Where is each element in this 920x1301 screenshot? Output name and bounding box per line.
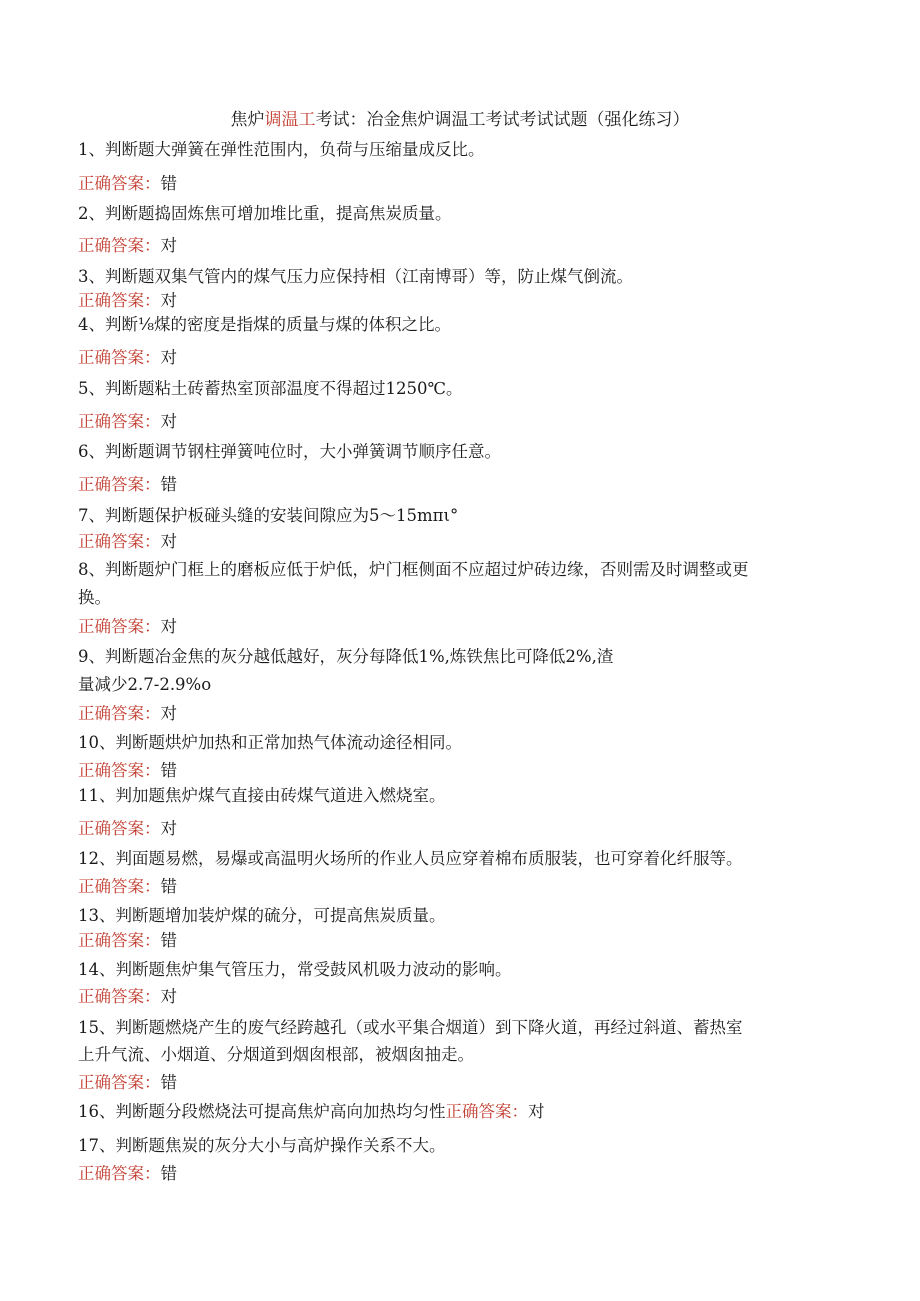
answer-4 <box>78 346 838 370</box>
answer-value: 对 <box>160 291 177 310</box>
question-8: 8、判断题炉门框上的磨板应低于炉低，炉门框侧面不应超过炉砖边缘，否则需及时调整或更 <box>78 560 749 579</box>
question-1: 1、判断题大弹簧在弹性范围内，负荷与压缩量成反比。 <box>78 140 485 159</box>
question-15: 15、判断题燃烧产生的废气经跨越孔（或水平集合烟道）到下降火道，再经过斜道、蓄热室 <box>78 1018 743 1037</box>
answer-label: 正确答案： <box>78 236 161 255</box>
question-9-cont: 量减少2.7-2.9%o <box>78 675 212 694</box>
answer-value: 错 <box>160 931 177 950</box>
question-2: 2、判断题捣固炼焦可增加堆比重，提高焦炭质量。 <box>78 204 452 223</box>
title-suffix: 考试：冶金焦炉调温工考试考试试题（强化练习） <box>315 110 690 130</box>
answer-value: 错 <box>160 877 177 896</box>
answer-3 <box>78 289 838 313</box>
answer-9 <box>78 702 838 726</box>
document-title <box>0 108 920 132</box>
question-12: 12、判面题易燃，易爆或高温明火场所的作业人员应穿着棉布质服装，也可穿着化纤服等。 <box>78 849 743 868</box>
answer-value: 错 <box>160 1164 177 1183</box>
question-15-cont: 上升气流、小烟道、分烟道到烟囱根部，被烟囱抽走。 <box>78 1045 474 1064</box>
question-16 <box>78 1100 838 1124</box>
answer-15 <box>78 1071 838 1095</box>
answer-14 <box>78 985 838 1009</box>
answer-value: 对 <box>160 532 177 551</box>
answer-value: 对 <box>160 987 177 1006</box>
answer-label: 正确答案： <box>445 1102 528 1121</box>
answer-value: 对 <box>528 1102 545 1121</box>
answer-13 <box>78 929 838 953</box>
answer-12 <box>78 875 838 899</box>
answer-8 <box>78 615 838 639</box>
answer-label: 正确答案： <box>78 931 161 950</box>
answer-5 <box>78 410 838 434</box>
answer-10 <box>78 759 838 783</box>
answer-value: 对 <box>160 348 177 367</box>
answer-17 <box>78 1162 838 1186</box>
question-14: 14、判断题焦炉集气管压力，常受鼓风机吸力波动的影响。 <box>78 960 512 979</box>
answer-1 <box>78 172 838 196</box>
answer-11 <box>78 817 838 841</box>
question-13: 13、判断题增加装炉煤的硫分，可提高焦炭质量。 <box>78 906 446 925</box>
question-3: 3、判断题双集气管内的煤气压力应保持相（江南博哥）等，防止煤气倒流。 <box>78 267 633 286</box>
question-6: 6、判断题调节钢柱弹簧吨位时，大小弹簧调节顺序任意。 <box>78 442 501 461</box>
question-4: 4、判断⅛煤的密度是指煤的质量与煤的体积之比。 <box>78 315 451 334</box>
title-prefix: 焦炉 <box>230 110 265 130</box>
question-11: 11、判加题焦炉煤气直接由砖煤气道进入燃烧室。 <box>78 786 446 805</box>
answer-value: 对 <box>160 236 177 255</box>
answer-label: 正确答案： <box>78 1073 161 1092</box>
answer-value: 错 <box>160 475 177 494</box>
question-5: 5、判断题粘土砖蓄热室顶部温度不得超过1250℃。 <box>78 379 463 398</box>
answer-value: 对 <box>160 412 177 431</box>
question-7: 7、判断题保护板碰头缝的安装间隙应为5～15mπι° <box>78 506 459 525</box>
answer-label: 正确答案： <box>78 704 161 723</box>
question-8-cont: 换。 <box>78 588 111 607</box>
answer-label: 正确答案： <box>78 819 161 838</box>
question-9: 9、判断题冶金焦的灰分越低越好，灰分每降低1%,炼铁焦比可降低2%,渣 <box>78 647 614 666</box>
answer-label: 正确答案： <box>78 291 161 310</box>
answer-label: 正确答案： <box>78 475 161 494</box>
answer-label: 正确答案： <box>78 987 161 1006</box>
answer-label: 正确答案： <box>78 174 161 193</box>
answer-value: 错 <box>160 174 177 193</box>
answer-value: 错 <box>160 1073 177 1092</box>
title-highlight: 调温工 <box>264 110 316 130</box>
answer-6 <box>78 473 838 497</box>
answer-value: 对 <box>160 617 177 636</box>
answer-2 <box>78 234 838 258</box>
answer-value: 错 <box>160 761 177 780</box>
question-17: 17、判断题焦炭的灰分大小与高炉操作关系不大。 <box>78 1136 446 1155</box>
answer-value: 对 <box>160 704 177 723</box>
answer-value: 对 <box>160 819 177 838</box>
answer-label: 正确答案： <box>78 532 161 551</box>
question-text: 16、判断题分段燃烧法可提高焦炉高向加热均匀性 <box>78 1102 446 1121</box>
answer-label: 正确答案： <box>78 761 161 780</box>
answer-label: 正确答案： <box>78 617 161 636</box>
answer-label: 正确答案： <box>78 877 161 896</box>
question-10: 10、判断题烘炉加热和正常加热气体流动途径相同。 <box>78 733 462 752</box>
answer-label: 正确答案： <box>78 412 161 431</box>
answer-label: 正确答案： <box>78 348 161 367</box>
answer-7 <box>78 530 838 554</box>
answer-label: 正确答案： <box>78 1164 161 1183</box>
